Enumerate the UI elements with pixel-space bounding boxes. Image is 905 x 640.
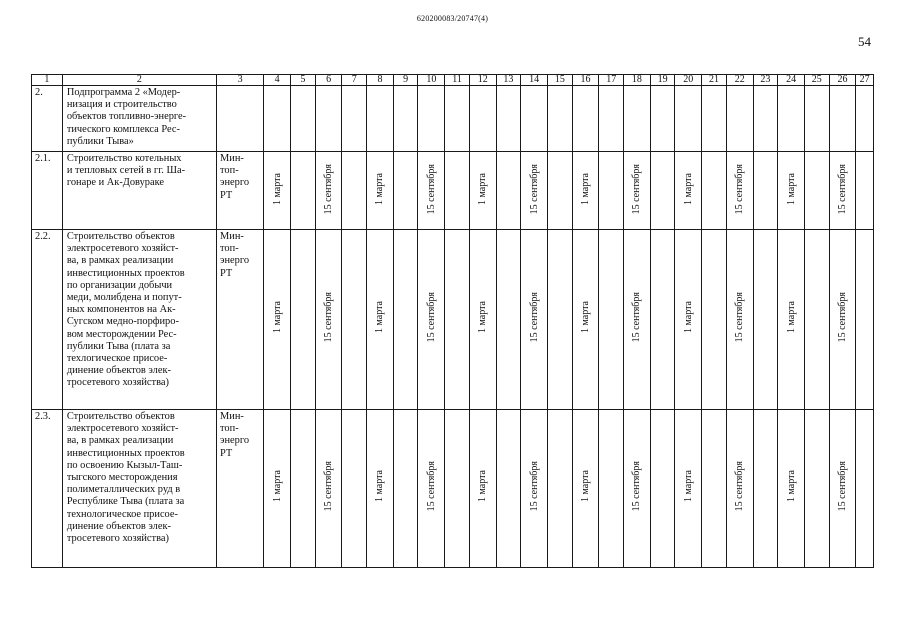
schedule-cell	[650, 410, 675, 568]
description-line: по организации добычи	[66, 279, 173, 291]
table-row	[32, 152, 874, 230]
responsible-line: энерго	[220, 255, 250, 267]
schedule-cell	[599, 410, 624, 568]
schedule-cell	[624, 410, 651, 568]
row-number: 2.2.	[32, 230, 63, 410]
schedule-cell	[572, 86, 599, 152]
schedule-cell	[445, 86, 470, 152]
activity-description	[62, 152, 216, 230]
schedule-date: 1 марта	[682, 173, 694, 206]
schedule-cell	[572, 152, 599, 230]
page-number: 54	[858, 34, 871, 49]
schedule-cell	[342, 410, 367, 568]
schedule-cell	[291, 152, 316, 230]
schedule-date: 1 марта	[580, 173, 592, 206]
schedule-date: 15 сентября	[631, 164, 643, 215]
schedule-cell	[856, 230, 874, 410]
schedule-cell	[572, 230, 599, 410]
schedule-date: 15 сентября	[631, 292, 643, 343]
schedule-date: 15 сентября	[528, 164, 540, 215]
schedule-cell	[675, 230, 702, 410]
activity-description	[62, 86, 216, 152]
schedule-date: 1 марта	[374, 301, 386, 334]
description-line: Строительство объектов	[66, 231, 175, 242]
description-line: техлогическое присое-	[66, 353, 168, 365]
schedule-date: 1 марта	[682, 470, 694, 503]
schedule-date: 1 марта	[271, 173, 283, 206]
column-number: 27	[856, 75, 874, 86]
schedule-cell	[469, 152, 496, 230]
schedule-cell	[624, 86, 651, 152]
schedule-cell	[367, 410, 394, 568]
schedule-cell	[726, 410, 753, 568]
schedule-cell	[418, 230, 445, 410]
schedule-date: 15 сентября	[323, 292, 335, 343]
schedule-cell	[804, 230, 829, 410]
schedule-cell	[829, 152, 856, 230]
schedule-date: 1 марта	[785, 470, 797, 503]
schedule-cell	[753, 86, 778, 152]
schedule-cell	[393, 86, 418, 152]
schedule-date: 15 сентября	[425, 461, 437, 512]
schedule-cell	[856, 410, 874, 568]
schedule-date: 1 марта	[374, 173, 386, 206]
schedule-cell	[393, 230, 418, 410]
schedule-cell	[496, 152, 521, 230]
column-number: 10	[418, 75, 445, 86]
schedule-cell	[702, 152, 727, 230]
schedule-date: 15 сентября	[528, 461, 540, 512]
schedule-cell	[829, 410, 856, 568]
schedule-cell	[418, 410, 445, 568]
schedule-cell	[367, 152, 394, 230]
schedule-cell	[393, 152, 418, 230]
description-line: тросетевого хозяйства)	[66, 533, 169, 545]
column-number: 9	[393, 75, 418, 86]
table-row	[32, 230, 874, 410]
column-number: 14	[521, 75, 548, 86]
schedule-cell	[753, 230, 778, 410]
schedule-cell	[342, 230, 367, 410]
schedule-cell	[702, 410, 727, 568]
schedule-cell	[726, 86, 753, 152]
schedule-cell	[469, 230, 496, 410]
schedule-cell	[650, 152, 675, 230]
schedule-cell	[291, 230, 316, 410]
schedule-cell	[445, 410, 470, 568]
column-number-row	[32, 75, 874, 86]
column-number: 23	[753, 75, 778, 86]
description-line: полиметаллических руд в	[66, 484, 181, 496]
schedule-cell	[315, 86, 342, 152]
schedule-cell	[624, 230, 651, 410]
schedule-cell	[418, 86, 445, 152]
column-number: 2	[62, 75, 216, 86]
column-number: 1	[32, 75, 63, 86]
responsible-line: Мин-	[220, 411, 244, 422]
schedule-cell	[702, 230, 727, 410]
responsible-party	[217, 86, 264, 152]
schedule-cell	[650, 230, 675, 410]
schedule-cell	[264, 410, 291, 568]
description-line: гонаре и Ак-Довураке	[66, 177, 165, 189]
description-line: динение объектов элек-	[66, 365, 171, 377]
schedule-cell	[547, 230, 572, 410]
responsible-party	[217, 230, 264, 410]
schedule-date: 15 сентября	[323, 461, 335, 512]
schedule-cell	[521, 230, 548, 410]
schedule-cell	[753, 410, 778, 568]
description-line: по освоению Кызыл-Таш-	[66, 459, 183, 471]
schedule-table	[31, 74, 874, 568]
schedule-cell	[829, 230, 856, 410]
description-line: публики Тыва»	[66, 135, 134, 147]
description-line: меди, молибдена и попут-	[66, 292, 182, 304]
row-number: 2.	[32, 86, 63, 152]
schedule-cell	[469, 86, 496, 152]
responsible-line: РТ	[220, 189, 233, 201]
description-line: тического комплекса Рес-	[66, 123, 180, 135]
column-number: 25	[804, 75, 829, 86]
description-line: электросетевого хозяйст-	[66, 423, 179, 435]
table-row	[32, 410, 874, 568]
schedule-date: 15 сентября	[836, 292, 848, 343]
description-line: ва, в рамках реализации	[66, 255, 174, 267]
schedule-cell	[547, 152, 572, 230]
schedule-cell	[829, 86, 856, 152]
row-number: 2.3.	[32, 410, 63, 568]
schedule-date: 1 марта	[477, 470, 489, 503]
schedule-date: 15 сентября	[425, 292, 437, 343]
schedule-cell	[521, 152, 548, 230]
schedule-date: 15 сентября	[734, 292, 746, 343]
schedule-date: 1 марта	[785, 301, 797, 334]
column-number: 15	[547, 75, 572, 86]
column-number: 4	[264, 75, 291, 86]
schedule-cell	[726, 152, 753, 230]
schedule-cell	[342, 152, 367, 230]
description-line: технологическое присое-	[66, 508, 178, 520]
description-line: электросетевого хозяйст-	[66, 243, 179, 255]
schedule-date: 1 марта	[271, 470, 283, 503]
description-line: ва, в рамках реализации	[66, 435, 174, 447]
activity-description	[62, 410, 216, 568]
table-row	[32, 86, 874, 152]
description-line: низация и строительство	[66, 99, 177, 111]
schedule-cell	[393, 410, 418, 568]
schedule-cell	[599, 86, 624, 152]
description-line: тыгского месторождения	[66, 472, 178, 484]
schedule-cell	[675, 86, 702, 152]
schedule-cell	[264, 86, 291, 152]
schedule-cell	[675, 410, 702, 568]
schedule-cell	[753, 152, 778, 230]
column-number: 22	[726, 75, 753, 86]
schedule-cell	[496, 410, 521, 568]
description-line: Республике Тыва (плата за	[66, 496, 185, 508]
column-number: 5	[291, 75, 316, 86]
schedule-date: 15 сентября	[836, 164, 848, 215]
schedule-cell	[675, 152, 702, 230]
schedule-cell	[264, 230, 291, 410]
column-number: 6	[315, 75, 342, 86]
description-line: и тепловых сетей в гг. Ша-	[66, 165, 186, 177]
schedule-date: 15 сентября	[323, 164, 335, 215]
description-line: публики Тыва (плата за	[66, 340, 171, 352]
schedule-cell	[315, 410, 342, 568]
schedule-cell	[547, 410, 572, 568]
responsible-line: топ-	[220, 243, 239, 255]
description-line: инвестиционных проектов	[66, 447, 185, 459]
column-number: 16	[572, 75, 599, 86]
column-number: 12	[469, 75, 496, 86]
column-number: 26	[829, 75, 856, 86]
schedule-cell	[342, 86, 367, 152]
schedule-date: 1 марта	[374, 470, 386, 503]
description-line: Строительство объектов	[66, 411, 175, 422]
schedule-cell	[469, 410, 496, 568]
schedule-date: 1 марта	[580, 301, 592, 334]
schedule-cell	[702, 86, 727, 152]
schedule-cell	[650, 86, 675, 152]
schedule-cell	[521, 86, 548, 152]
schedule-date: 15 сентября	[836, 461, 848, 512]
description-line: ных компонентов на Ак-	[66, 304, 176, 316]
column-number: 11	[445, 75, 470, 86]
schedule-cell	[778, 86, 805, 152]
schedule-cell	[418, 152, 445, 230]
schedule-cell	[856, 152, 874, 230]
schedule-cell	[315, 230, 342, 410]
column-number: 17	[599, 75, 624, 86]
column-number: 24	[778, 75, 805, 86]
column-number: 3	[217, 75, 264, 86]
schedule-date: 1 марта	[785, 173, 797, 206]
schedule-cell	[804, 410, 829, 568]
responsible-line: РТ	[220, 447, 233, 459]
responsible-line: РТ	[220, 267, 233, 279]
schedule-cell	[778, 152, 805, 230]
schedule-cell	[804, 152, 829, 230]
schedule-date: 15 сентября	[631, 461, 643, 512]
schedule-date: 15 сентября	[425, 164, 437, 215]
column-number: 18	[624, 75, 651, 86]
responsible-line: энерго	[220, 177, 250, 189]
schedule-cell	[496, 86, 521, 152]
schedule-date: 15 сентября	[734, 164, 746, 215]
responsible-line: Мин-	[220, 231, 244, 242]
description-line: тросетевого хозяйства)	[66, 377, 169, 389]
schedule-cell	[315, 152, 342, 230]
column-number: 8	[367, 75, 394, 86]
description-line: объектов топливно-энерге-	[66, 111, 187, 123]
schedule-date: 1 марта	[271, 301, 283, 334]
schedule-cell	[856, 86, 874, 152]
schedule-cell	[726, 230, 753, 410]
schedule-date: 15 сентября	[528, 292, 540, 343]
description-line: Сугском медно-порфиро-	[66, 316, 179, 328]
schedule-cell	[778, 410, 805, 568]
schedule-cell	[778, 230, 805, 410]
activity-description	[62, 230, 216, 410]
schedule-cell	[496, 230, 521, 410]
schedule-cell	[445, 152, 470, 230]
column-number: 7	[342, 75, 367, 86]
schedule-cell	[367, 230, 394, 410]
description-line: Подпрограмма 2 «Модер-	[66, 87, 181, 98]
schedule-cell	[624, 152, 651, 230]
schedule-cell	[367, 86, 394, 152]
column-number: 21	[702, 75, 727, 86]
row-number: 2.1.	[32, 152, 63, 230]
responsible-line: Мин-	[220, 153, 244, 164]
schedule-date: 1 марта	[580, 470, 592, 503]
responsible-line: энерго	[220, 435, 250, 447]
schedule-cell	[804, 86, 829, 152]
description-line: Строительство котельных	[66, 153, 182, 164]
schedule-cell	[599, 230, 624, 410]
schedule-cell	[572, 410, 599, 568]
schedule-date: 1 марта	[682, 301, 694, 334]
schedule-date: 1 марта	[477, 173, 489, 206]
description-line: инвестиционных проектов	[66, 267, 185, 279]
schedule-date: 15 сентября	[734, 461, 746, 512]
responsible-line: топ-	[220, 423, 239, 435]
schedule-cell	[445, 230, 470, 410]
schedule-cell	[521, 410, 548, 568]
responsible-party	[217, 152, 264, 230]
document-code: 620200083/20747(4)	[416, 14, 489, 23]
schedule-cell	[599, 152, 624, 230]
column-number: 19	[650, 75, 675, 86]
description-line: динение объектов элек-	[66, 520, 171, 532]
schedule-cell	[264, 152, 291, 230]
responsible-party	[217, 410, 264, 568]
column-number: 20	[675, 75, 702, 86]
schedule-cell	[291, 86, 316, 152]
description-line: вом месторождении Рес-	[66, 328, 177, 340]
column-number: 13	[496, 75, 521, 86]
schedule-cell	[291, 410, 316, 568]
responsible-line: топ-	[220, 165, 239, 177]
schedule-date: 1 марта	[477, 301, 489, 334]
schedule-cell	[547, 86, 572, 152]
